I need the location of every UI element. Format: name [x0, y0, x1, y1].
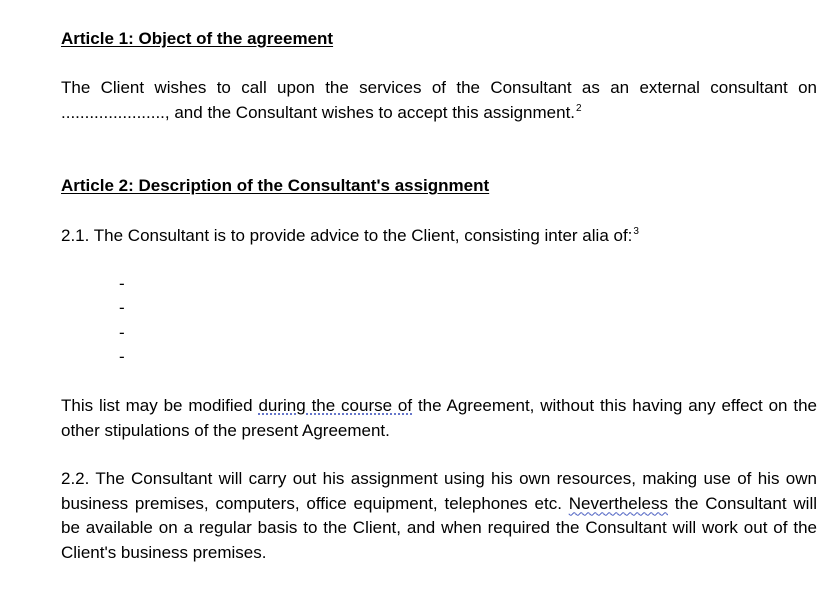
clause-2-1-paragraph: [61, 224, 817, 249]
list-modification-note: [61, 394, 817, 443]
list-item-bullet: -: [119, 298, 125, 317]
article-1-text: The Client wishes to call upon the services of the Consultant as an external consultant on ......................, and the Consultant wishes to accept this assignment.: [61, 78, 817, 122]
grammar-flagged-word[interactable]: Nevertheless: [568, 493, 668, 513]
article-1-heading: Article 1: Object of the agreement: [61, 29, 334, 48]
clause-2-2-paragraph: [61, 467, 817, 565]
list-note-text-start: This list may be modified: [61, 396, 259, 415]
footnote-ref-2[interactable]: 2: [576, 102, 582, 114]
clause-2-1-text: 2.1. The Consultant is to provide advice to the Client, consisting inter alia of:: [61, 226, 633, 245]
footnote-ref-3[interactable]: 3: [633, 226, 639, 237]
clause-2-2-text-start: 2.2. The Consultant will carry out his assignment using his own resources, making use of his own business premises, computers, office equipment, telephones etc.: [61, 469, 817, 513]
article-1-paragraph: [61, 76, 817, 125]
list-item-bullet: -: [119, 347, 125, 366]
list-note-text-end: the Agreement, without this having any effect on the other stipulations of the present Agreement.: [61, 396, 818, 440]
style-flagged-phrase[interactable]: during the course of: [258, 396, 413, 415]
article-2-heading: Article 2: Description of the Consultant's assignment: [61, 176, 490, 195]
list-item-bullet: -: [119, 323, 125, 342]
list-item-bullet: -: [119, 274, 125, 293]
clause-2-2-text-end: the Consultant will be available on a regular basis to the Client, and when required the Consultant will work out of the Client's business premises.: [61, 493, 817, 562]
